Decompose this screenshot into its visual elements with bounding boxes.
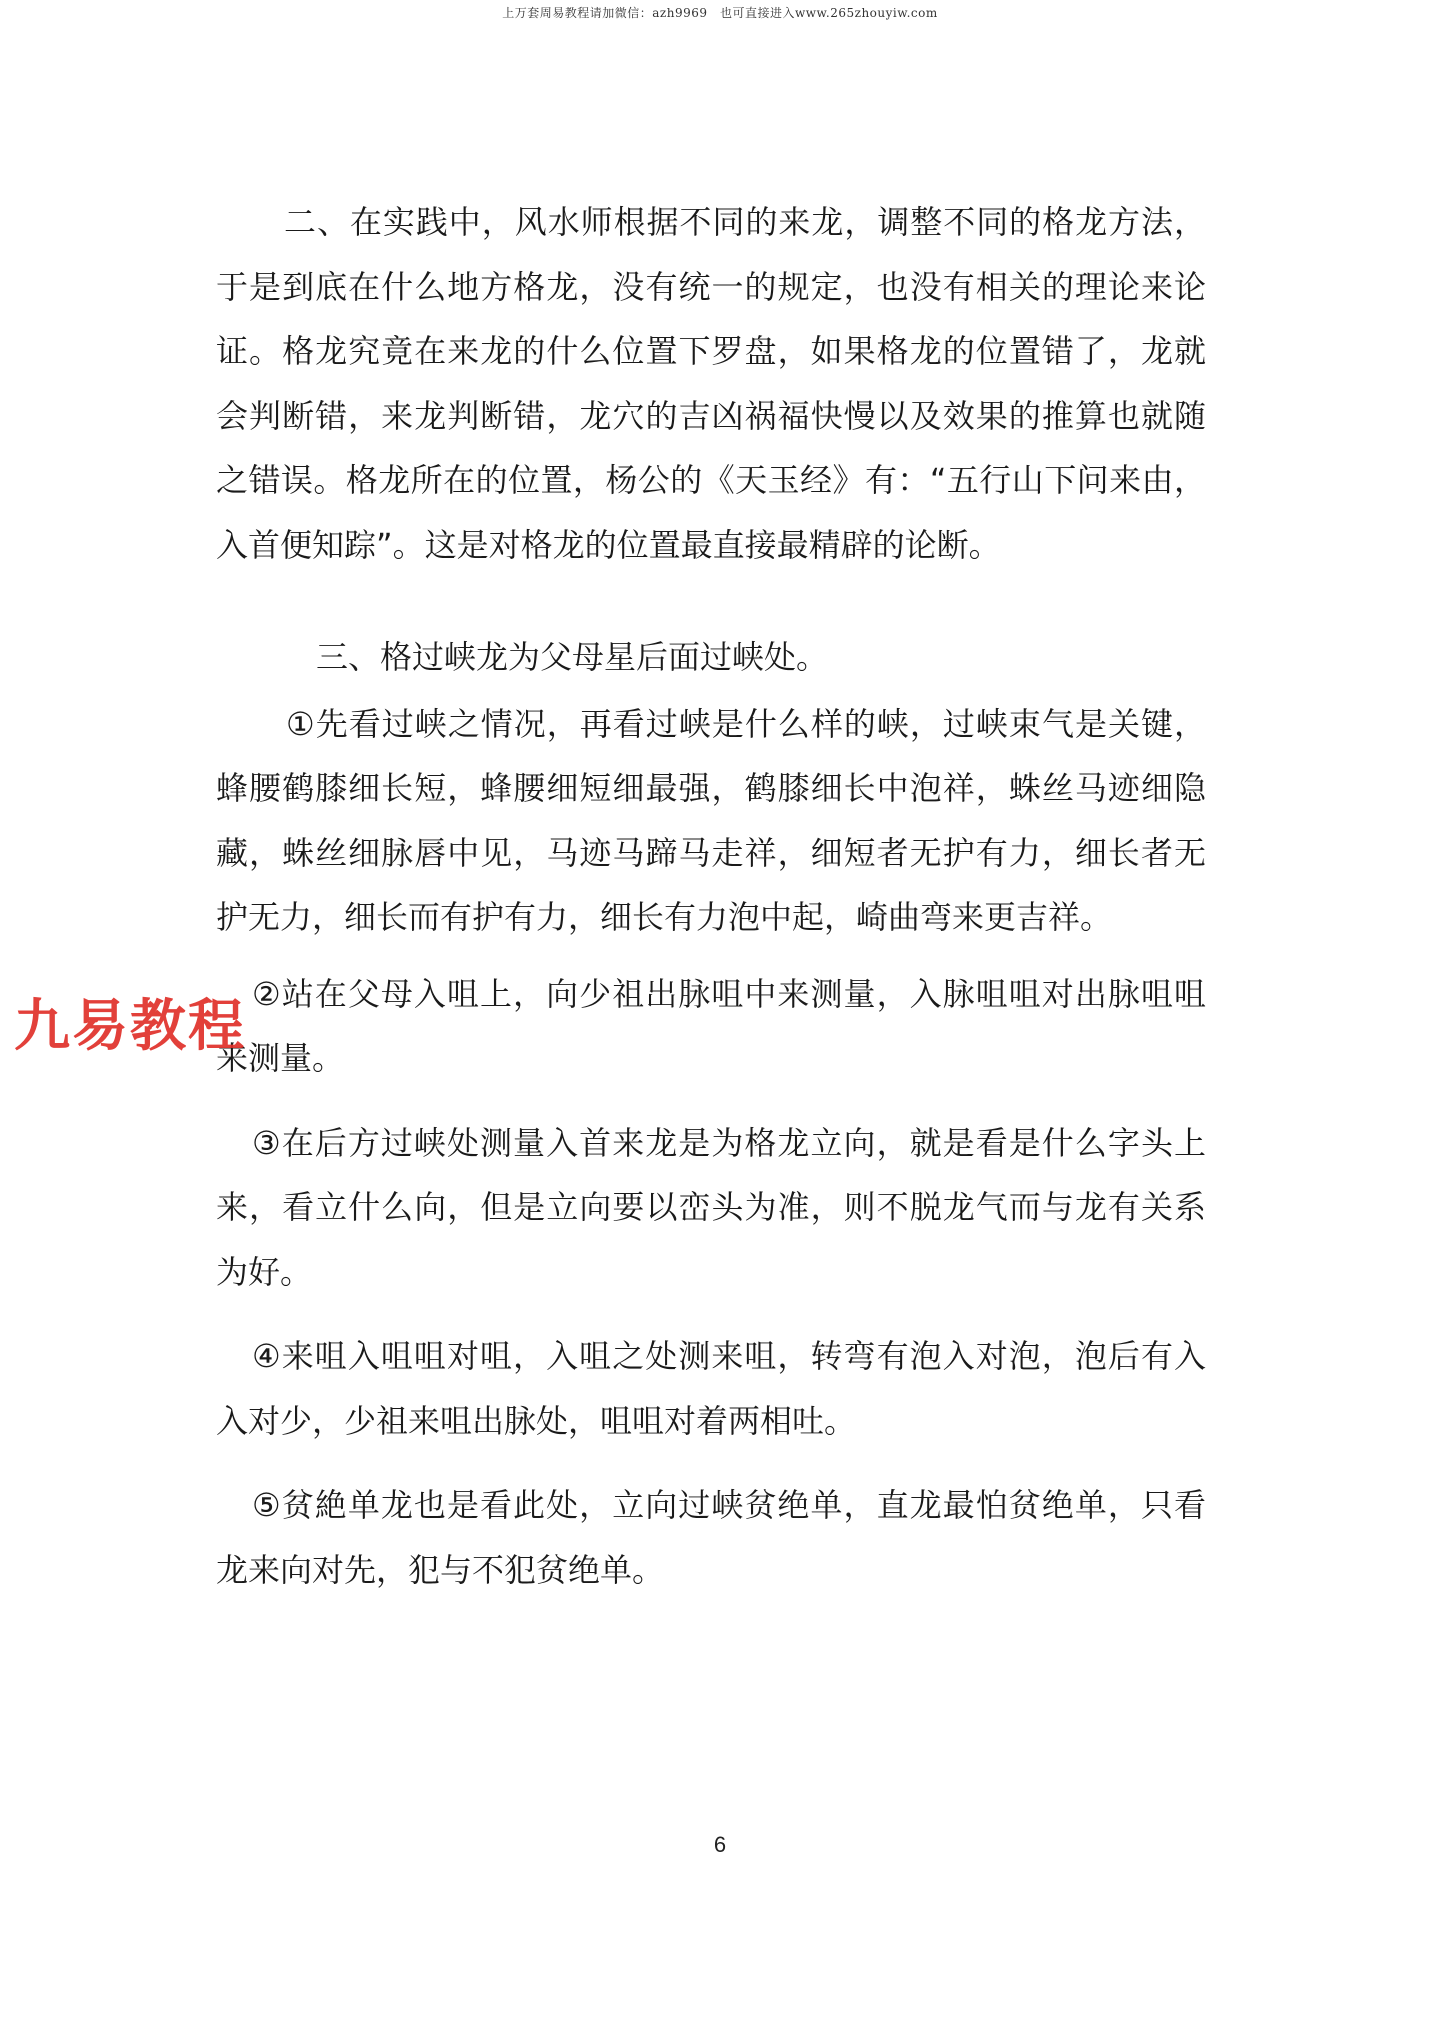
section-3-heading: 三、格过峡龙为父母星后面过峡处。 <box>316 638 829 676</box>
page-number: 6 <box>713 1832 727 1857</box>
document-body <box>216 190 1206 1602</box>
list-item-3: ③在后方过峡处测量入首来龙是为格龙立向，就是看是什么字头上来，看立什么向，但是立向要以峦头为准，则不脱龙气而与龙有关系为好。 <box>216 1123 1206 1291</box>
watermark-logo: 九易教程 <box>14 994 246 1059</box>
header-note: 上万套周易教程请加微信：azh9969 也可直接进入www.265zhouyiw.com <box>502 6 938 20</box>
section-2-paragraph: 二、在实践中，风水师根据不同的来龙，调整不同的格龙方法，于是到底在什么地方格龙，没有统一的规定，也没有相关的理论来论证。格龙究竟在来龙的什么位置下罗盘，如果格龙的位置错了，龙就会判断错，来龙判断错，龙穴的吉凶祸福快慢以及效果的推算也就随之错误。格龙所在的位置，杨公的《天玉经》有：“五行山下问来由，入首便知踪”。这是对格龙的位置最直接最精辟的论断。 <box>216 203 1206 564</box>
list-item-4: ④来咀入咀咀对咀，入咀之处测来咀，转弯有泡入对泡，泡后有入入对少，少祖来咀出脉处，咀咀对着两相吐。 <box>216 1337 1206 1440</box>
list-item-1: ①先看过峡之情况，再看过峡是什么样的峡，过峡束气是关键，蜂腰鹤膝细长短，蜂腰细短细最强，鹤膝细长中泡祥，蛛丝马迹细隐藏，蛛丝细脉唇中见，马迹马蹄马走祥，细短者无护有力，细长者无护无力，细长而有护有力，细长有力泡中起，崎曲弯来更吉祥。 <box>216 704 1206 936</box>
list-item-5: ⑤贫絶单龙也是看此处，立向过峡贫绝单，直龙最怕贫绝单，只看龙来向对先，犯与不犯贫绝单。 <box>216 1486 1206 1589</box>
list-item-2: ②站在父母入咀上，向少祖出脉咀中来测量，入脉咀咀对出脉咀咀来测量。 <box>216 974 1206 1077</box>
